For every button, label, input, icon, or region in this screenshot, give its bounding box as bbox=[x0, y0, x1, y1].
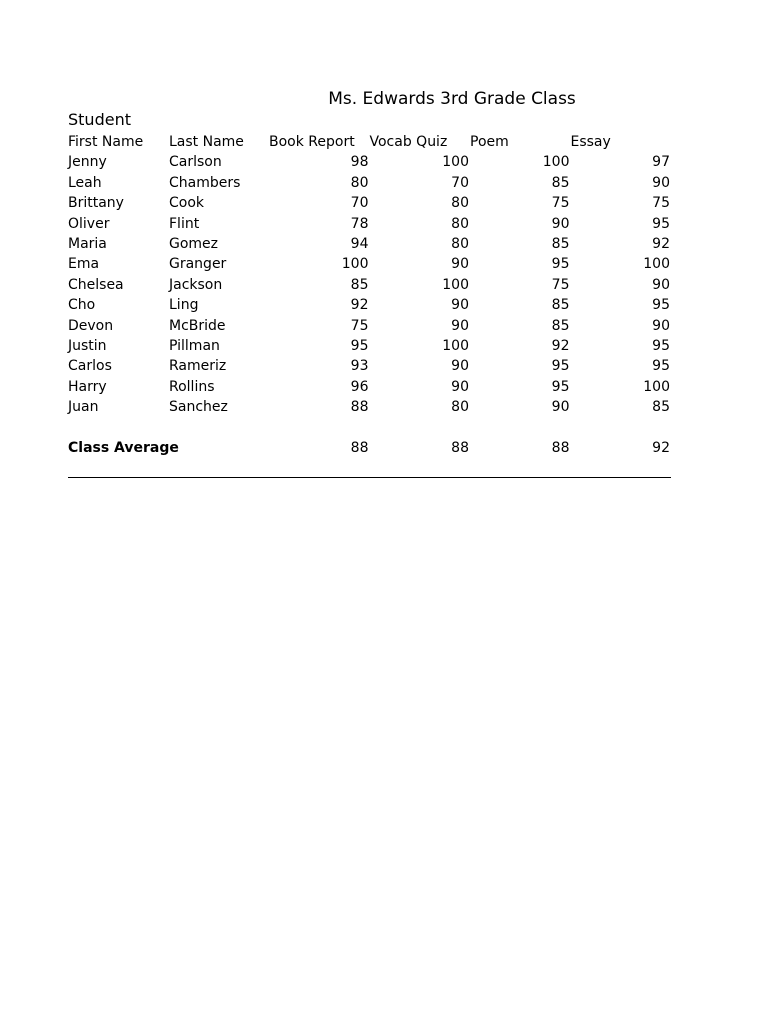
cell-essay: 100 bbox=[643, 256, 670, 273]
section-heading-student: Student bbox=[68, 110, 131, 129]
student-rows bbox=[68, 152, 671, 417]
cell-essay: 92 bbox=[652, 236, 670, 253]
cell-poem: 95 bbox=[551, 358, 570, 375]
cell-last-name: Sanchez bbox=[169, 399, 228, 416]
cell-last-name: Flint bbox=[169, 215, 200, 232]
cell-poem: 75 bbox=[551, 276, 570, 293]
cell-last-name: Chambers bbox=[169, 174, 241, 191]
cell-essay: 100 bbox=[643, 378, 670, 395]
cell-poem: 90 bbox=[551, 215, 570, 232]
cell-last-name: McBride bbox=[169, 317, 226, 334]
cell-first-name: Juan bbox=[68, 399, 99, 416]
cell-essay: 95 bbox=[652, 297, 670, 314]
grades-table bbox=[68, 132, 671, 458]
cell-vocab-quiz: 80 bbox=[451, 195, 469, 212]
cell-first-name: Harry bbox=[68, 378, 107, 395]
class-average-label: Class Average bbox=[68, 440, 179, 457]
cell-first-name: Justin bbox=[68, 338, 107, 355]
table-row bbox=[68, 336, 671, 356]
cell-last-name: Jackson bbox=[169, 276, 223, 293]
cell-first-name: Brittany bbox=[68, 195, 124, 212]
cell-vocab-quiz: 100 bbox=[442, 338, 469, 355]
cell-last-name: Rameriz bbox=[169, 358, 227, 375]
cell-book-report: 93 bbox=[350, 358, 369, 375]
average-poem: 88 bbox=[551, 440, 570, 457]
column-header-book-report: Book Report bbox=[269, 134, 355, 150]
cell-first-name: Jenny bbox=[68, 154, 107, 171]
column-header-first-name: First Name bbox=[68, 134, 144, 150]
cell-essay: 95 bbox=[652, 338, 670, 355]
column-header-essay: Essay bbox=[570, 134, 611, 150]
cell-book-report: 80 bbox=[350, 174, 369, 191]
cell-first-name: Devon bbox=[68, 317, 114, 334]
cell-book-report: 85 bbox=[350, 276, 369, 293]
cell-vocab-quiz: 80 bbox=[451, 215, 469, 232]
cell-first-name: Maria bbox=[68, 236, 107, 253]
cell-poem: 75 bbox=[551, 195, 570, 212]
table-row bbox=[68, 356, 671, 376]
table-row bbox=[68, 397, 671, 417]
cell-first-name: Chelsea bbox=[68, 276, 124, 293]
cell-first-name: Carlos bbox=[68, 358, 112, 375]
cell-poem: 100 bbox=[542, 154, 570, 171]
cell-vocab-quiz: 100 bbox=[442, 154, 469, 171]
table-row bbox=[68, 316, 671, 336]
cell-vocab-quiz: 90 bbox=[451, 297, 469, 314]
cell-poem: 85 bbox=[551, 174, 570, 191]
table-row bbox=[68, 234, 671, 254]
column-header-poem: Poem bbox=[470, 134, 509, 150]
spacer-row bbox=[68, 418, 671, 438]
cell-essay: 95 bbox=[652, 215, 670, 232]
table-row bbox=[68, 173, 671, 193]
cell-book-report: 70 bbox=[350, 195, 369, 212]
cell-poem: 90 bbox=[551, 399, 570, 416]
cell-book-report: 94 bbox=[350, 236, 369, 253]
table-row bbox=[68, 254, 671, 274]
header-row bbox=[68, 132, 671, 152]
cell-book-report: 78 bbox=[350, 215, 369, 232]
cell-essay: 95 bbox=[652, 358, 670, 375]
cell-book-report: 92 bbox=[350, 297, 369, 314]
cell-book-report: 98 bbox=[350, 154, 369, 171]
cell-last-name: Cook bbox=[169, 195, 205, 212]
cell-vocab-quiz: 70 bbox=[451, 174, 469, 191]
cell-first-name: Ema bbox=[68, 256, 100, 273]
page-title: Ms. Edwards 3rd Grade Class bbox=[328, 89, 576, 109]
table-row bbox=[68, 377, 671, 397]
bottom-rule bbox=[68, 477, 671, 478]
cell-vocab-quiz: 90 bbox=[451, 256, 469, 273]
cell-vocab-quiz: 80 bbox=[451, 236, 469, 253]
cell-book-report: 95 bbox=[350, 338, 369, 355]
average-vocab-quiz: 88 bbox=[451, 440, 469, 457]
cell-poem: 85 bbox=[551, 236, 570, 253]
cell-vocab-quiz: 90 bbox=[451, 378, 469, 395]
cell-last-name: Pillman bbox=[169, 338, 220, 355]
cell-vocab-quiz: 90 bbox=[451, 317, 469, 334]
cell-vocab-quiz: 80 bbox=[451, 399, 469, 416]
cell-essay: 90 bbox=[652, 276, 670, 293]
cell-first-name: Oliver bbox=[68, 215, 110, 232]
cell-vocab-quiz: 100 bbox=[442, 276, 469, 293]
cell-poem: 95 bbox=[551, 256, 570, 273]
cell-essay: 90 bbox=[652, 174, 670, 191]
table-row bbox=[68, 214, 671, 234]
class-average-row bbox=[68, 438, 671, 458]
cell-book-report: 96 bbox=[350, 378, 369, 395]
table-row bbox=[68, 193, 671, 213]
column-header-vocab-quiz: Vocab Quiz bbox=[369, 134, 448, 150]
cell-book-report: 88 bbox=[350, 399, 369, 416]
cell-essay: 75 bbox=[652, 195, 670, 212]
column-header-last-name: Last Name bbox=[169, 134, 244, 150]
cell-book-report: 100 bbox=[341, 256, 369, 273]
cell-last-name: Granger bbox=[169, 256, 227, 273]
cell-first-name: Cho bbox=[68, 297, 96, 314]
cell-last-name: Ling bbox=[169, 297, 199, 314]
cell-poem: 95 bbox=[551, 378, 570, 395]
cell-essay: 90 bbox=[652, 317, 670, 334]
cell-book-report: 75 bbox=[350, 317, 369, 334]
table-row bbox=[68, 295, 671, 315]
cell-essay: 97 bbox=[652, 154, 670, 171]
average-essay: 92 bbox=[652, 440, 670, 457]
cell-first-name: Leah bbox=[68, 174, 102, 191]
cell-vocab-quiz: 90 bbox=[451, 358, 469, 375]
table-row bbox=[68, 275, 671, 295]
cell-last-name: Carlson bbox=[169, 154, 222, 171]
average-book-report: 88 bbox=[350, 440, 369, 457]
cell-poem: 85 bbox=[551, 297, 570, 314]
cell-last-name: Rollins bbox=[169, 378, 215, 395]
cell-last-name: Gomez bbox=[169, 236, 219, 253]
cell-poem: 92 bbox=[551, 338, 570, 355]
table-row bbox=[68, 152, 671, 172]
cell-poem: 85 bbox=[551, 317, 570, 334]
cell-essay: 85 bbox=[652, 399, 670, 416]
spacer-cell bbox=[68, 418, 671, 438]
